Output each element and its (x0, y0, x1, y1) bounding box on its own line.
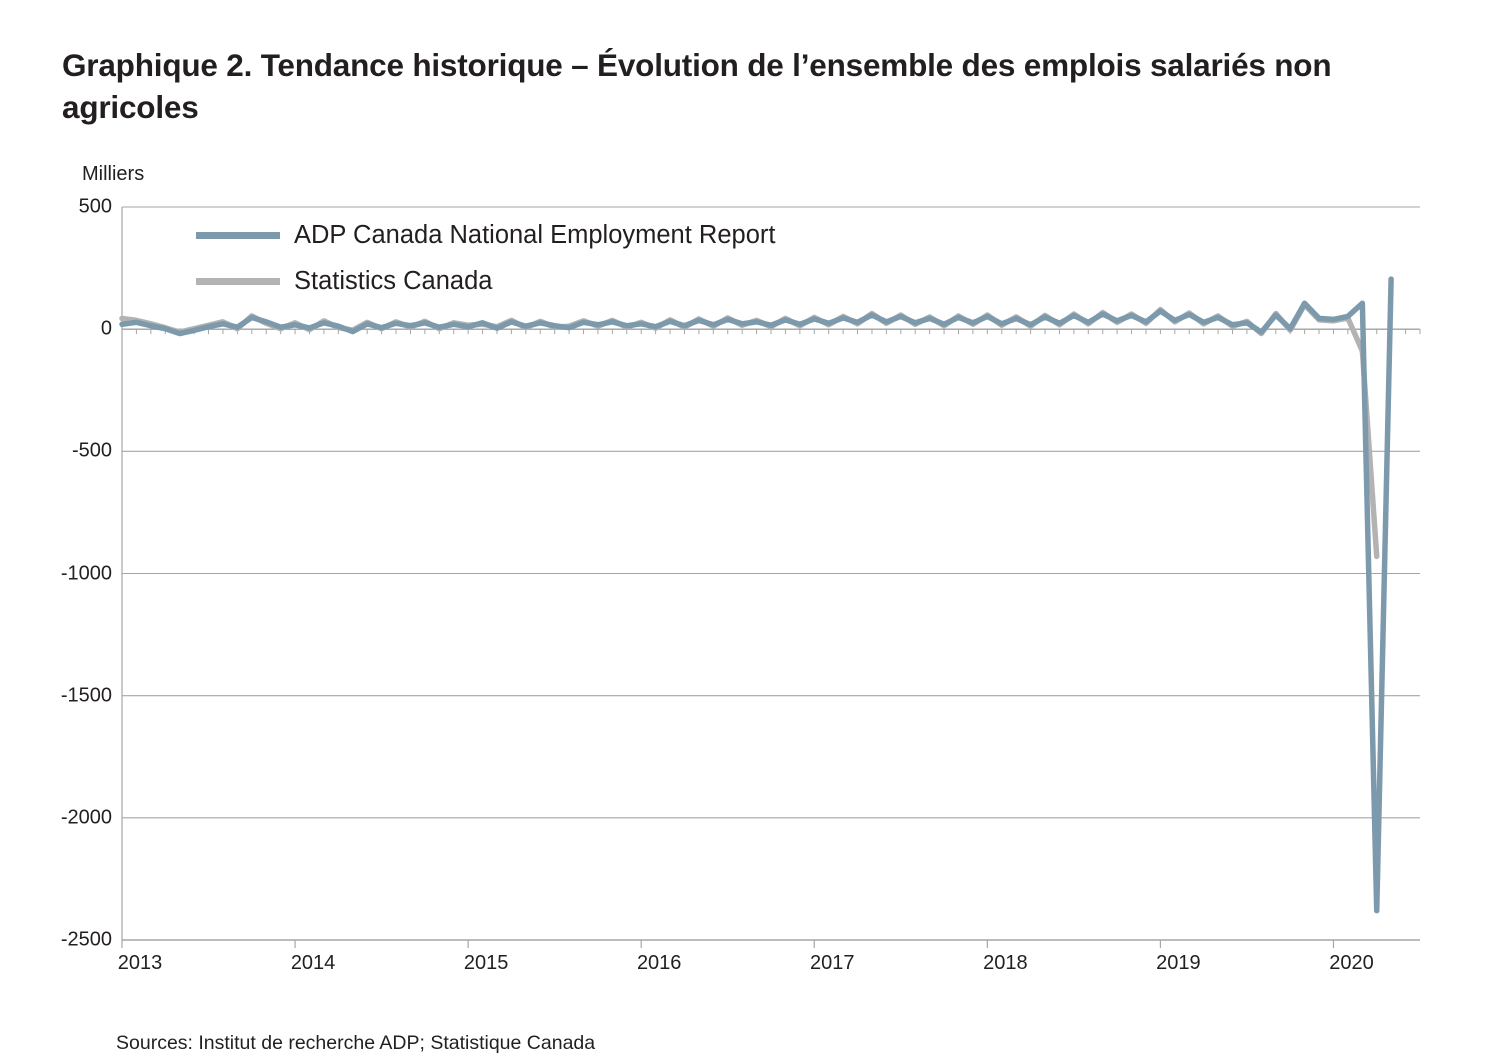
chart-svg (122, 207, 1420, 940)
x-axis-tick-label: 2013 (117, 952, 163, 974)
series-line-statcan (122, 305, 1377, 557)
chart-legend (196, 212, 896, 304)
y-axis-tick-label: -1000 (60, 562, 112, 584)
series-line-adp (122, 279, 1391, 911)
legend-label-statcan: Statistics Canada (294, 266, 493, 295)
y-axis-unit-label: Milliers (82, 163, 145, 185)
x-axis-tick-label: 2017 (810, 952, 855, 974)
y-axis-tick-label: 500 (78, 195, 112, 218)
x-axis-tick-label: 2019 (1156, 952, 1201, 974)
legend-label-adp: ADP Canada National Employment Report (294, 220, 776, 249)
legend-item-statcan[interactable] (196, 258, 896, 304)
source-note: Sources: Institut de recherche ADP; Statistique Canada (116, 1032, 596, 1054)
x-axis-tick-label: 2018 (983, 952, 1028, 974)
x-axis-tick-label: 2015 (463, 952, 509, 974)
x-axis-tick-label: 2016 (636, 952, 682, 974)
y-axis-tick-label: -2500 (60, 928, 112, 951)
y-axis-tick-label: -1500 (60, 684, 112, 707)
page-title: Graphique 2. Tendance historique – Évolution de l’ensemble des emplois salariés non agricoles (62, 47, 1332, 126)
legend-swatch-adp (196, 232, 280, 239)
x-axis-tick-label: 2014 (290, 952, 336, 974)
legend-item-adp[interactable] (196, 212, 896, 258)
plot-area (60, 195, 1420, 974)
y-axis-tick-label: 0 (100, 317, 112, 340)
legend-swatch-statcan (196, 278, 280, 285)
y-axis-tick-label: -2000 (60, 806, 112, 829)
x-axis-tick-label: 2020 (1329, 952, 1374, 974)
y-axis-tick-label: -500 (71, 439, 112, 462)
